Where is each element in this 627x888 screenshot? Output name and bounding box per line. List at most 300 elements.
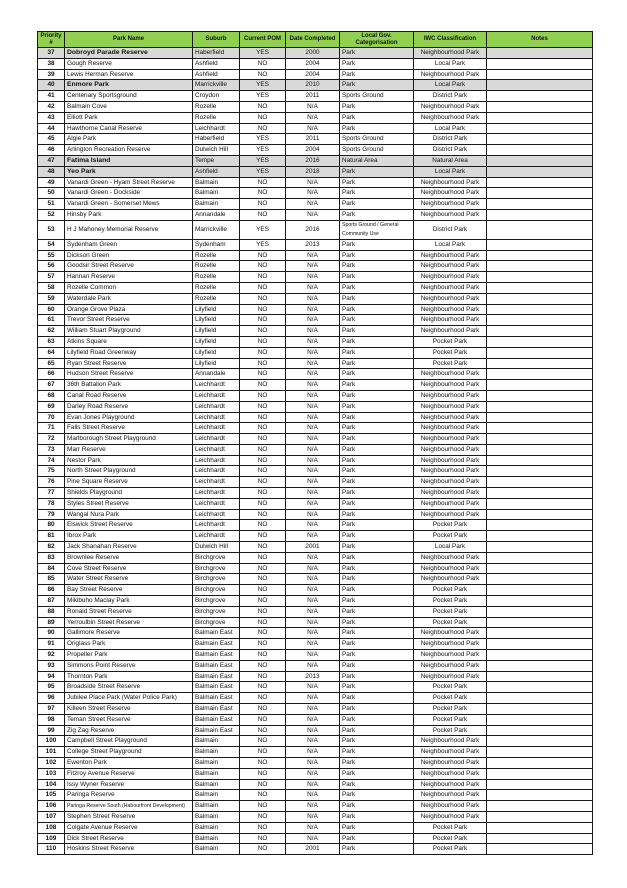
- priority-cell: 88: [38, 606, 65, 617]
- park-name-cell: Nestor Park: [65, 455, 193, 466]
- suburb-cell: Balmain East: [193, 671, 240, 682]
- local-gov-categorisation-cell: Park: [340, 188, 414, 199]
- suburb-cell: Leichhardt: [193, 444, 240, 455]
- priority-cell: 56: [38, 261, 65, 272]
- local-gov-categorisation-cell: Park: [340, 315, 414, 326]
- local-gov-categorisation-cell: Park: [340, 552, 414, 563]
- current-pom-cell: NO: [240, 69, 286, 80]
- col-header-current-pom: Current POM: [240, 32, 286, 48]
- iwc-classification-cell: Neighbourhood Park: [414, 293, 487, 304]
- iwc-classification-cell: Neighbourhood Park: [414, 412, 487, 423]
- suburb-cell: Balmain: [193, 736, 240, 747]
- table-body: [38, 48, 593, 855]
- current-pom-cell: NO: [240, 790, 286, 801]
- local-gov-categorisation-cell: Park: [340, 123, 414, 134]
- date-completed-cell: N/A: [286, 455, 340, 466]
- current-pom-cell: NO: [240, 801, 286, 812]
- park-name-cell: Ronald Street Reserve: [65, 606, 193, 617]
- suburb-cell: Lilyfield: [193, 326, 240, 337]
- priority-cell: 99: [38, 725, 65, 736]
- table-row: [38, 261, 593, 272]
- iwc-classification-cell: Neighbourhood Park: [414, 768, 487, 779]
- current-pom-cell: NO: [240, 390, 286, 401]
- local-gov-categorisation-cell: Park: [340, 704, 414, 715]
- priority-cell: 100: [38, 736, 65, 747]
- priority-cell: 55: [38, 250, 65, 261]
- suburb-cell: Rozelle: [193, 293, 240, 304]
- notes-cell: [487, 606, 593, 617]
- local-gov-categorisation-cell: Park: [340, 790, 414, 801]
- date-completed-cell: N/A: [286, 617, 340, 628]
- suburb-cell: Ashfield: [193, 58, 240, 69]
- suburb-cell: Lilyfield: [193, 315, 240, 326]
- iwc-classification-cell: Neighbourhood Park: [414, 272, 487, 283]
- iwc-classification-cell: Neighbourhood Park: [414, 779, 487, 790]
- suburb-cell: Balmain: [193, 811, 240, 822]
- table-row: [38, 498, 593, 509]
- local-gov-categorisation-cell: Park: [340, 520, 414, 531]
- notes-cell: [487, 123, 593, 134]
- date-completed-cell: N/A: [286, 693, 340, 704]
- local-gov-categorisation-cell: Park: [340, 682, 414, 693]
- priority-cell: 102: [38, 758, 65, 769]
- table-row: [38, 166, 593, 177]
- park-name-cell: 36th Battalion Park: [65, 380, 193, 391]
- table-row: [38, 315, 593, 326]
- suburb-cell: Croydon: [193, 91, 240, 102]
- iwc-classification-cell: Local Park: [414, 58, 487, 69]
- notes-cell: [487, 574, 593, 585]
- park-name-cell: Sydenham Green: [65, 239, 193, 250]
- date-completed-cell: N/A: [286, 336, 340, 347]
- table-row: [38, 401, 593, 412]
- notes-cell: [487, 811, 593, 822]
- table-row: [38, 145, 593, 156]
- park-name-cell: Campbell Street Playground: [65, 736, 193, 747]
- notes-cell: [487, 747, 593, 758]
- table-row: [38, 390, 593, 401]
- table-row: [38, 477, 593, 488]
- notes-cell: [487, 520, 593, 531]
- local-gov-categorisation-cell: Park: [340, 282, 414, 293]
- suburb-cell: Balmain: [193, 801, 240, 812]
- date-completed-cell: 2016: [286, 155, 340, 166]
- suburb-cell: Leichhardt: [193, 380, 240, 391]
- park-name-cell: Yerroulbin Street Reserve: [65, 617, 193, 628]
- park-name-cell: Ewenton Park: [65, 758, 193, 769]
- park-name-cell: Pine Square Reserve: [65, 477, 193, 488]
- local-gov-categorisation-cell: Park: [340, 261, 414, 272]
- notes-cell: [487, 736, 593, 747]
- table-row: [38, 844, 593, 855]
- suburb-cell: Haberfield: [193, 134, 240, 145]
- priority-cell: 77: [38, 488, 65, 499]
- date-completed-cell: N/A: [286, 101, 340, 112]
- iwc-classification-cell: Pocket Park: [414, 336, 487, 347]
- suburb-cell: Leichhardt: [193, 434, 240, 445]
- priority-cell: 51: [38, 199, 65, 210]
- local-gov-categorisation-cell: Park: [340, 336, 414, 347]
- local-gov-categorisation-cell: Park: [340, 596, 414, 607]
- current-pom-cell: NO: [240, 682, 286, 693]
- table-row: [38, 585, 593, 596]
- notes-cell: [487, 563, 593, 574]
- date-completed-cell: N/A: [286, 801, 340, 812]
- notes-cell: [487, 390, 593, 401]
- table-row: [38, 444, 593, 455]
- priority-cell: 68: [38, 390, 65, 401]
- iwc-classification-cell: Neighbourhood Park: [414, 628, 487, 639]
- local-gov-categorisation-cell: Park: [340, 423, 414, 434]
- local-gov-categorisation-cell: Park: [340, 293, 414, 304]
- current-pom-cell: NO: [240, 282, 286, 293]
- current-pom-cell: NO: [240, 833, 286, 844]
- park-name-cell: Colgate Avenue Reserve: [65, 822, 193, 833]
- priority-cell: 44: [38, 123, 65, 134]
- date-completed-cell: N/A: [286, 606, 340, 617]
- local-gov-categorisation-cell: Park: [340, 509, 414, 520]
- suburb-cell: Rozelle: [193, 112, 240, 123]
- date-completed-cell: N/A: [286, 488, 340, 499]
- local-gov-categorisation-cell: Park: [340, 736, 414, 747]
- notes-cell: [487, 628, 593, 639]
- suburb-cell: Rozelle: [193, 101, 240, 112]
- notes-cell: [487, 758, 593, 769]
- table-row: [38, 693, 593, 704]
- table-row: [38, 509, 593, 520]
- suburb-cell: Rozelle: [193, 261, 240, 272]
- suburb-cell: Leichhardt: [193, 477, 240, 488]
- table-row: [38, 58, 593, 69]
- notes-cell: [487, 315, 593, 326]
- notes-cell: [487, 145, 593, 156]
- local-gov-categorisation-cell: Park: [340, 660, 414, 671]
- notes-cell: [487, 412, 593, 423]
- iwc-classification-cell: Pocket Park: [414, 682, 487, 693]
- date-completed-cell: N/A: [286, 209, 340, 220]
- date-completed-cell: N/A: [286, 369, 340, 380]
- suburb-cell: Balmain: [193, 747, 240, 758]
- current-pom-cell: NO: [240, 498, 286, 509]
- local-gov-categorisation-cell: Park: [340, 412, 414, 423]
- table-row: [38, 199, 593, 210]
- current-pom-cell: NO: [240, 112, 286, 123]
- iwc-classification-cell: Neighbourhood Park: [414, 563, 487, 574]
- date-completed-cell: N/A: [286, 520, 340, 531]
- priority-cell: 53: [38, 220, 65, 239]
- suburb-cell: Leichhardt: [193, 520, 240, 531]
- date-completed-cell: N/A: [286, 758, 340, 769]
- suburb-cell: Dulwich Hill: [193, 542, 240, 553]
- current-pom-cell: NO: [240, 563, 286, 574]
- park-name-cell: Killeen Street Reserve: [65, 704, 193, 715]
- priority-cell: 65: [38, 358, 65, 369]
- iwc-classification-cell: Neighbourhood Park: [414, 282, 487, 293]
- priority-cell: 109: [38, 833, 65, 844]
- table-row: [38, 574, 593, 585]
- current-pom-cell: NO: [240, 101, 286, 112]
- priority-cell: 58: [38, 282, 65, 293]
- priority-cell: 39: [38, 69, 65, 80]
- iwc-classification-cell: Neighbourhood Park: [414, 488, 487, 499]
- table-row: [38, 833, 593, 844]
- iwc-classification-cell: District Park: [414, 220, 487, 239]
- iwc-classification-cell: Neighbourhood Park: [414, 250, 487, 261]
- date-completed-cell: 2018: [286, 166, 340, 177]
- park-name-cell: Hawthorne Canal Reserve: [65, 123, 193, 134]
- park-name-cell: Brownlee Reserve: [65, 552, 193, 563]
- date-completed-cell: N/A: [286, 444, 340, 455]
- priority-cell: 94: [38, 671, 65, 682]
- notes-cell: [487, 833, 593, 844]
- priority-cell: 41: [38, 91, 65, 102]
- iwc-classification-cell: Neighbourhood Park: [414, 261, 487, 272]
- suburb-cell: Marrickville: [193, 80, 240, 91]
- table-row: [38, 369, 593, 380]
- table-row: [38, 811, 593, 822]
- notes-cell: [487, 166, 593, 177]
- priority-cell: 101: [38, 747, 65, 758]
- priority-cell: 57: [38, 272, 65, 283]
- date-completed-cell: N/A: [286, 509, 340, 520]
- park-name-cell: Jack Shanahan Reserve: [65, 542, 193, 553]
- priority-cell: 59: [38, 293, 65, 304]
- suburb-cell: Ashfield: [193, 166, 240, 177]
- priority-cell: 76: [38, 477, 65, 488]
- priority-cell: 38: [38, 58, 65, 69]
- suburb-cell: Balmain East: [193, 650, 240, 661]
- park-name-cell: Ibrox Park: [65, 531, 193, 542]
- iwc-classification-cell: Pocket Park: [414, 585, 487, 596]
- table-row: [38, 326, 593, 337]
- current-pom-cell: NO: [240, 444, 286, 455]
- park-name-cell: Dobroyd Parade Reserve: [65, 48, 193, 59]
- park-name-cell: Lilyfield Road Greenway: [65, 347, 193, 358]
- park-name-cell: Shields Playground: [65, 488, 193, 499]
- iwc-classification-cell: Local Park: [414, 542, 487, 553]
- local-gov-categorisation-cell: Park: [340, 101, 414, 112]
- local-gov-categorisation-cell: Park: [340, 166, 414, 177]
- current-pom-cell: YES: [240, 48, 286, 59]
- park-name-cell: Propeller Park: [65, 650, 193, 661]
- current-pom-cell: YES: [240, 134, 286, 145]
- current-pom-cell: NO: [240, 58, 286, 69]
- parks-table-sheet: [37, 31, 592, 855]
- suburb-cell: Balmain East: [193, 704, 240, 715]
- notes-cell: [487, 531, 593, 542]
- priority-cell: 48: [38, 166, 65, 177]
- notes-cell: [487, 401, 593, 412]
- current-pom-cell: NO: [240, 326, 286, 337]
- local-gov-categorisation-cell: Park: [340, 639, 414, 650]
- table-row: [38, 123, 593, 134]
- table-row: [38, 736, 593, 747]
- suburb-cell: Leichhardt: [193, 390, 240, 401]
- current-pom-cell: NO: [240, 347, 286, 358]
- park-name-cell: Vanardi Green - Somerset Mews: [65, 199, 193, 210]
- notes-cell: [487, 714, 593, 725]
- iwc-classification-cell: Pocket Park: [414, 596, 487, 607]
- suburb-cell: Balmain East: [193, 682, 240, 693]
- priority-cell: 62: [38, 326, 65, 337]
- table-row: [38, 801, 593, 812]
- local-gov-categorisation-cell: Park: [340, 585, 414, 596]
- park-name-cell: H J Mahoney Memorial Reserve: [65, 220, 193, 239]
- local-gov-categorisation-cell: Park: [340, 455, 414, 466]
- local-gov-categorisation-cell: Park: [340, 714, 414, 725]
- date-completed-cell: N/A: [286, 380, 340, 391]
- priority-cell: 93: [38, 660, 65, 671]
- notes-cell: [487, 423, 593, 434]
- current-pom-cell: NO: [240, 714, 286, 725]
- notes-cell: [487, 209, 593, 220]
- local-gov-categorisation-cell: Park: [340, 80, 414, 91]
- iwc-classification-cell: Neighbourhood Park: [414, 552, 487, 563]
- park-name-cell: Falls Street Reserve: [65, 423, 193, 434]
- col-header-park-name: Park Name: [65, 32, 193, 48]
- current-pom-cell: NO: [240, 693, 286, 704]
- current-pom-cell: YES: [240, 80, 286, 91]
- date-completed-cell: N/A: [286, 650, 340, 661]
- priority-cell: 40: [38, 80, 65, 91]
- park-name-cell: Orange Grove Plaza: [65, 304, 193, 315]
- notes-cell: [487, 91, 593, 102]
- park-name-cell: Hinsby Park: [65, 209, 193, 220]
- iwc-classification-cell: Local Park: [414, 123, 487, 134]
- local-gov-categorisation-cell: Park: [340, 466, 414, 477]
- park-name-cell: Goodsir Street Reserve: [65, 261, 193, 272]
- park-name-cell: Simmons Point Reserve: [65, 660, 193, 671]
- priority-cell: 60: [38, 304, 65, 315]
- date-completed-cell: N/A: [286, 704, 340, 715]
- local-gov-categorisation-cell: Park: [340, 531, 414, 542]
- park-name-cell: Elswick Street Reserve: [65, 520, 193, 531]
- priority-cell: 69: [38, 401, 65, 412]
- local-gov-categorisation-cell: Park: [340, 833, 414, 844]
- local-gov-categorisation-cell: Park: [340, 48, 414, 59]
- current-pom-cell: NO: [240, 401, 286, 412]
- iwc-classification-cell: Neighbourhood Park: [414, 401, 487, 412]
- park-name-cell: Bay Street Reserve: [65, 585, 193, 596]
- date-completed-cell: N/A: [286, 736, 340, 747]
- priority-cell: 47: [38, 155, 65, 166]
- date-completed-cell: N/A: [286, 779, 340, 790]
- table-row: [38, 455, 593, 466]
- local-gov-categorisation-cell: Park: [340, 444, 414, 455]
- table-row: [38, 542, 593, 553]
- notes-cell: [487, 239, 593, 250]
- notes-cell: [487, 155, 593, 166]
- local-gov-categorisation-cell: Park: [340, 199, 414, 210]
- notes-cell: [487, 261, 593, 272]
- date-completed-cell: N/A: [286, 412, 340, 423]
- iwc-classification-cell: District Park: [414, 91, 487, 102]
- table-row: [38, 304, 593, 315]
- current-pom-cell: NO: [240, 209, 286, 220]
- table-row: [38, 552, 593, 563]
- notes-cell: [487, 347, 593, 358]
- park-name-cell: Balmain Cove: [65, 101, 193, 112]
- local-gov-categorisation-cell: Park: [340, 477, 414, 488]
- suburb-cell: Leichhardt: [193, 123, 240, 134]
- notes-cell: [487, 69, 593, 80]
- local-gov-categorisation-cell: Park: [340, 209, 414, 220]
- suburb-cell: Birchgrove: [193, 606, 240, 617]
- notes-cell: [487, 466, 593, 477]
- date-completed-cell: N/A: [286, 112, 340, 123]
- table-row: [38, 628, 593, 639]
- park-name-cell: Vanardi Green - Hyam Street Reserve: [65, 177, 193, 188]
- iwc-classification-cell: Neighbourhood Park: [414, 69, 487, 80]
- col-header-priority: Priority #: [38, 32, 65, 48]
- local-gov-categorisation-cell: Park: [340, 844, 414, 855]
- current-pom-cell: NO: [240, 199, 286, 210]
- current-pom-cell: NO: [240, 272, 286, 283]
- suburb-cell: Haberfield: [193, 48, 240, 59]
- current-pom-cell: NO: [240, 736, 286, 747]
- suburb-cell: Lilyfield: [193, 347, 240, 358]
- priority-cell: 66: [38, 369, 65, 380]
- suburb-cell: Balmain: [193, 833, 240, 844]
- local-gov-categorisation-cell: Park: [340, 488, 414, 499]
- suburb-cell: Tempe: [193, 155, 240, 166]
- current-pom-cell: NO: [240, 315, 286, 326]
- park-name-cell: Algie Park: [65, 134, 193, 145]
- notes-cell: [487, 434, 593, 445]
- park-name-cell: Elliott Park: [65, 112, 193, 123]
- iwc-classification-cell: Neighbourhood Park: [414, 304, 487, 315]
- current-pom-cell: NO: [240, 617, 286, 628]
- park-name-cell: Jubilee Place Park (Water Police Park): [65, 693, 193, 704]
- park-name-cell: Trevor Street Reserve: [65, 315, 193, 326]
- priority-cell: 72: [38, 434, 65, 445]
- suburb-cell: Dulwich Hill: [193, 145, 240, 156]
- table-row: [38, 80, 593, 91]
- local-gov-categorisation-cell: Park: [340, 801, 414, 812]
- priority-cell: 89: [38, 617, 65, 628]
- current-pom-cell: NO: [240, 293, 286, 304]
- park-name-cell: Issy Wyner Reserve: [65, 779, 193, 790]
- date-completed-cell: 2004: [286, 145, 340, 156]
- park-name-cell: Enmore Park: [65, 80, 193, 91]
- priority-cell: 81: [38, 531, 65, 542]
- table-row: [38, 282, 593, 293]
- notes-cell: [487, 639, 593, 650]
- suburb-cell: Leichhardt: [193, 488, 240, 499]
- iwc-classification-cell: Neighbourhood Park: [414, 209, 487, 220]
- notes-cell: [487, 542, 593, 553]
- notes-cell: [487, 650, 593, 661]
- current-pom-cell: NO: [240, 844, 286, 855]
- iwc-classification-cell: Neighbourhood Park: [414, 188, 487, 199]
- iwc-classification-cell: Neighbourhood Park: [414, 326, 487, 337]
- table-row: [38, 209, 593, 220]
- table-row: [38, 466, 593, 477]
- current-pom-cell: NO: [240, 488, 286, 499]
- notes-cell: [487, 369, 593, 380]
- date-completed-cell: 2001: [286, 542, 340, 553]
- local-gov-categorisation-cell: Park: [340, 250, 414, 261]
- current-pom-cell: NO: [240, 704, 286, 715]
- date-completed-cell: N/A: [286, 358, 340, 369]
- iwc-classification-cell: Pocket Park: [414, 844, 487, 855]
- table-row: [38, 434, 593, 445]
- iwc-classification-cell: Neighbourhood Park: [414, 199, 487, 210]
- park-name-cell: Fitzroy Avenue Reserve: [65, 768, 193, 779]
- park-name-cell: Darley Road Reserve: [65, 401, 193, 412]
- current-pom-cell: YES: [240, 155, 286, 166]
- date-completed-cell: N/A: [286, 811, 340, 822]
